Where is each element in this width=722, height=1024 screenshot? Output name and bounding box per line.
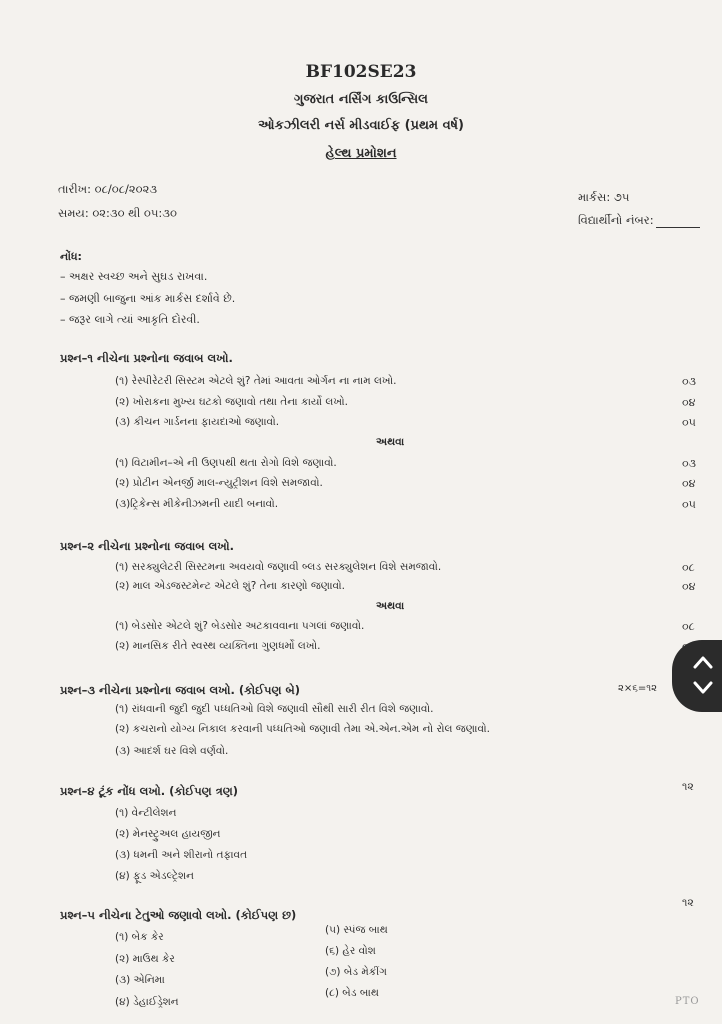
subject-title: હેલ્થ પ્રમોશન xyxy=(325,146,397,161)
paper-code: BF102SE23 xyxy=(305,62,417,82)
scroll-up-icon[interactable] xyxy=(692,654,714,670)
q4-item: (૨) મેનસ્ટ્રુઅલ હાયજીન xyxy=(115,828,221,840)
q4-item: (૧) વેન્ટીલેશન xyxy=(115,807,177,819)
q2-alt-item: (૧) બેડસોર એટલે શું? બેડસોર અટકાવવાના પગલાં જણાવો. xyxy=(115,620,365,632)
q5-item: (૫) સ્પંજ બાથ xyxy=(325,924,388,936)
q5-heading: પ્રશ્ન–૫ નીચેના ટેતુઓ જણાવો લખો. (કોઈપણ છ) xyxy=(60,908,297,922)
q4-heading: પ્રશ્ન–૪ ટૂંક નોંધ લખો. (કોઈપણ ત્રણ) xyxy=(60,784,239,798)
q2-alt-item-marks: ૦૮ xyxy=(682,620,695,633)
q5-item: (૭) બેડ મેકીંગ xyxy=(325,966,387,978)
q2-item: (૨) માલ એડજસ્ટમેન્ટ એટલે શું? તેના કારણો જણાવો. xyxy=(115,580,346,592)
student-number-label: વિદ્યાર્થીનો નંબર: xyxy=(578,213,654,227)
q1-alt-item: (૧) વિટામીન–એ ની ઉણપથી થતા રોગો વિશે જણાવો. xyxy=(115,457,337,469)
q5-item: (૬) હેર વોશ xyxy=(325,945,376,957)
q1-item: (૨) ખોરાકના મુખ્ય ઘટકો જણાવો તથા તેના કાર્યો લખો. xyxy=(115,396,348,408)
q1-item: (૩) કીચન ગાર્ડનના ફાયદાઓ જણાવો. xyxy=(115,416,280,428)
q5-item: (૧) બેક કેર xyxy=(115,931,164,943)
page-nav-widget xyxy=(672,640,722,712)
note-item: – જરૂર લાગે ત્યાં આકૃતિ દોરવી. xyxy=(60,313,200,326)
pto-label: PTO xyxy=(675,996,700,1007)
course-name: ઓકઝીલરી નર્સ મીડવાઈફ (પ્રથમ વર્ષ) xyxy=(258,118,464,133)
q4-marks: ૧૨ xyxy=(682,780,694,793)
q2-item-marks: ૦૪ xyxy=(682,580,696,593)
q4-item: (૩) ધમની અને શીરાનો તફાવત xyxy=(115,849,248,861)
q3-marks: ૨×૬=૧૨ xyxy=(618,683,657,694)
q1-or: અથવા xyxy=(376,436,405,448)
student-number-blank xyxy=(656,215,700,228)
note-item: – અક્ષર સ્વચ્છ અને સુઘડ રાખવા. xyxy=(60,270,208,283)
q1-alt-item-marks: ૦૪ xyxy=(682,477,696,490)
q3-heading: પ્રશ્ન–૩ નીચેના પ્રશ્નોના જવાબ લખો. (કોઈપણ બે) xyxy=(60,683,300,697)
q1-alt-item: (૨) પ્રોટીન એનર્જી માલ-ન્યુટ્રીશન વિશે સમજાવો. xyxy=(115,477,323,489)
q5-marks: ૧૨ xyxy=(682,896,694,909)
q1-alt-item-marks: ૦૫ xyxy=(682,498,696,511)
q5-item: (૩) એનિમા xyxy=(115,974,165,986)
q1-item-marks: ૦૪ xyxy=(682,396,696,409)
q5-item: (૪) ડેહાઈડ્રેશન xyxy=(115,996,179,1008)
q1-item-marks: ૦૩ xyxy=(682,375,696,388)
q5-item: (૨) માઉથ કેર xyxy=(115,953,175,965)
q5-item: (૮) બેડ બાથ xyxy=(325,987,379,999)
q2-heading: પ્રશ્ન–૨ નીચેના પ્રશ્નોના જવાબ લખો. xyxy=(60,539,234,553)
q2-alt-item: (૨) માનસિક રીતે સ્વસ્થ વ્યક્તિના ગુણધર્મો લખો. xyxy=(115,640,321,652)
q1-alt-item: (૩)ટ્રિકેન્સ મીકેનીઝમની યાદી બનાવો. xyxy=(115,498,279,510)
q2-item: (૧) સરક્યુલેટરી સિસ્ટમના અવયવો જણાવી બ્લડ સરક્યુલેશન વિશે સમજાવો. xyxy=(115,561,442,573)
exam-time: સમય: ૦૨:૩૦ થી ૦૫:૩૦ xyxy=(58,206,177,220)
q3-item: (૧) રાંધવાની જુદી જુદી પધ્ધતિઓ વિશે જણાવી સૌથી સારી રીત વિશે જણાવો. xyxy=(115,703,434,715)
q4-item: (૪) ફૂડ એડલ્ટ્રેશન xyxy=(115,870,194,882)
total-marks: માર્કસ: ૭૫ xyxy=(578,190,630,204)
exam-date: તારીખ: ૦૮/૦૮/૨૦૨૩ xyxy=(58,182,157,196)
q1-alt-item-marks: ૦૩ xyxy=(682,457,696,470)
council-name: ગુજરાત નર્સિંગ કાઉન્સિલ xyxy=(293,92,428,107)
q3-item: (૩) આદર્શ ઘર વિશે વર્ણવો. xyxy=(115,745,229,757)
scroll-down-icon[interactable] xyxy=(692,680,714,696)
note-item: – જમણી બાજુના આંક માર્કસ દર્શાવે છે. xyxy=(60,292,236,305)
q2-item-marks: ૦૮ xyxy=(682,561,695,574)
q2-or: અથવા xyxy=(376,600,405,612)
q3-item: (૨) કચરાનો યોગ્ય નિકાલ કરવાની પધ્ધતિઓ જણાવી તેમા એ.એન.એમ નો રોલ જણાવો. xyxy=(115,723,490,735)
student-number xyxy=(578,213,700,228)
q1-item-marks: ૦૫ xyxy=(682,416,696,429)
q1-item: (૧) રેસ્પીરેટરી સિસ્ટમ એટલે શું? તેમાં આવતા ઓર્ગન ના નામ લખો. xyxy=(115,375,397,387)
q1-heading: પ્રશ્ન–૧ નીચેના પ્રશ્નોના જવાબ લખો. xyxy=(60,351,233,365)
notes-title: નોંધ: xyxy=(60,250,82,263)
